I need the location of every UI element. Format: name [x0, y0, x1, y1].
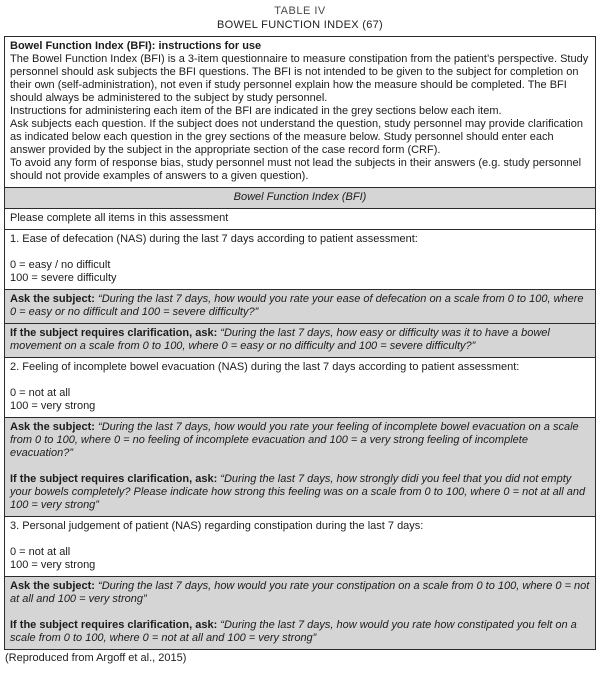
clarify-text: “During the last 7 days, how easy or difficulty was it to have a bowel movement on a scale from 0 to 100, where 0 = easy or no difficulty and 100 = severe difficulty?” [10, 327, 550, 352]
ask-label: Ask the subject: [10, 421, 95, 433]
question-1-scale-min: 0 = easy / no difficult [10, 259, 111, 271]
ask-text: “During the last 7 days, how would you rate your feeling of incomplete bowel evacuation on a scale from 0 to 100, where 0 = no feeling of incomplete evacuation and 100 = a very strong feeling of incomplete evacuation?” [10, 421, 579, 459]
bfi-table [4, 36, 596, 650]
table-label: TABLE IV [274, 5, 326, 17]
spacer [10, 374, 590, 387]
question-2-clarify [10, 473, 590, 512]
question-1-scale-max: 100 = severe difficulty [10, 272, 117, 284]
question-2-text: 2. Feeling of incomplete bowel evacuation (NAS) during the last 7 days according to patient assessment: [10, 361, 520, 373]
clarify-text: “During the last 7 days, how would you rate how constipated you felt on a scale from 0 to 100, where 0 = not at all and 100 = very strong” [10, 619, 577, 644]
clarify-label: If the subject requires clarification, ask: [10, 327, 218, 339]
table-title: BOWEL FUNCTION INDEX (67) [217, 19, 383, 31]
question-3-instructions [5, 577, 595, 649]
question-3-scale-max: 100 = very strong [10, 559, 96, 571]
spacer [10, 460, 590, 473]
clarify-label: If the subject requires clarification, ask: [10, 619, 218, 631]
ask-label: Ask the subject: [10, 293, 95, 305]
source-note: (Reproduced from Argoff et al., 2015) [5, 652, 187, 664]
question-2 [5, 358, 595, 418]
ask-text: “During the last 7 days, how would you rate your ease of defecation on a scale from 0 to 100, where 0 = easy or no difficult and 100 = severe difficulty?” [10, 293, 584, 318]
section-header: Bowel Function Index (BFI) [5, 188, 595, 209]
question-3-text: 3. Personal judgement of patient (NAS) regarding constipation during the last 7 days: [10, 520, 424, 532]
instructions-section [5, 37, 595, 188]
question-2-scale-max: 100 = very strong [10, 400, 96, 412]
spacer [10, 246, 590, 259]
question-2-instructions [5, 418, 595, 517]
question-3-clarify [10, 619, 590, 645]
question-3-scale-min: 0 = not at all [10, 546, 71, 558]
clarify-text: “During the last 7 days, how strongly didi you feel that you did not empty your bowels completely? Please indicate how strong this feeling was on a scale from 0 to 100, where 0 = not at all and 100 = very strong” [10, 473, 586, 511]
question-1 [5, 230, 595, 290]
instructions-heading: Bowel Function Index (BFI): instructions for use [10, 40, 262, 52]
question-3 [5, 517, 595, 577]
ask-text: “During the last 7 days, how would you rate your constipation on a scale from 0 to 100, where 0 = not at all and 100 = very strong” [10, 580, 590, 605]
question-1-text: 1. Ease of defecation (NAS) during the last 7 days according to patient assessment: [10, 233, 418, 245]
ask-label: Ask the subject: [10, 580, 95, 592]
instructions-paragraph-2: Instructions for administering each item of the BFI are indicated in the grey sections below each item. [10, 105, 502, 117]
instructions-paragraph-1: The Bowel Function Index (BFI) is a 3-item questionnaire to measure constipation from the patient’s perspective. Study personnel should ask subjects the BFI questions. The BFI is not intended to be given to the subject for completion on their own (self-administration), not even if study personnel explain how the measure should be completed. The BFI should always be administered to the subject by study personnel. [10, 53, 589, 104]
question-1-ask [5, 290, 595, 324]
question-2-ask [10, 421, 590, 460]
question-3-ask [10, 580, 590, 606]
spacer [10, 533, 590, 546]
question-2-scale-min: 0 = not at all [10, 387, 71, 399]
instructions-paragraph-4: To avoid any form of response bias, study personnel must not lead the subjects in their answers (e.g. study personnel should not provide examples of answers to a given question). [10, 157, 582, 182]
assessment-note: Please complete all items in this assessment [5, 209, 595, 230]
question-1-clarify [5, 324, 595, 358]
instructions-paragraph-3: Ask subjects each question. If the subject does not understand the question, study personnel may provide clarification as indicated below each question in the grey sections of the measure below. Study personnel should enter each answer provided by the subject in the appropriate section of the case record form (CRF). [10, 118, 583, 156]
spacer [10, 606, 590, 619]
clarify-label: If the subject requires clarification, ask: [10, 473, 218, 485]
table-caption [4, 3, 596, 36]
